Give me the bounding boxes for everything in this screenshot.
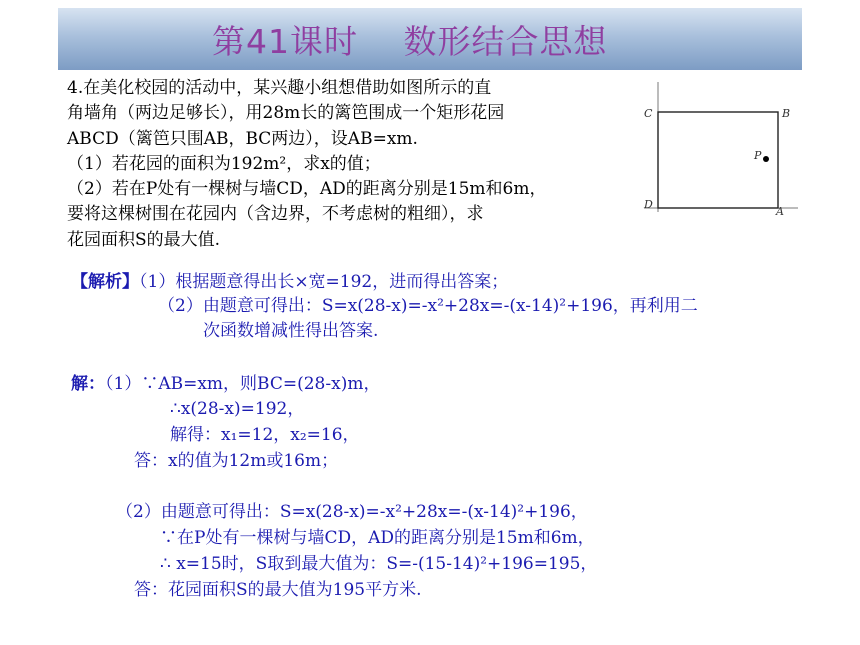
garden-figure (640, 72, 802, 218)
solution-part1-line3: 解得：x₁=12，x₂=16， (170, 425, 360, 445)
label-p: P (754, 149, 762, 162)
problem-text (67, 76, 627, 253)
solution-part2-line3: ∴ x=15时，S取到最大值为：S=-(15-14)²+196=195， (160, 554, 598, 574)
analysis-line-1 (71, 270, 508, 295)
label-c: C (644, 107, 653, 120)
problem-line: ABCD（篱笆只围AB，BC两边），设AB=xm. (67, 128, 418, 149)
label-b: B (782, 107, 791, 120)
problem-line: （1）若花园的面积为192m²，求x的值； (67, 153, 381, 174)
solution-part2-line4: 答：花园面积S的最大值为195平方米. (134, 580, 422, 600)
solution-part1-line1: 解：（1）∵AB=xm，则BC=(28-x)m， (71, 374, 381, 394)
solution-part1-line2: ∴x(28-x)=192， (170, 399, 305, 419)
solution-label: 解： (71, 374, 105, 394)
analysis-step-1: （1）根据题意得出长×宽=192，进而得出答案； (139, 272, 509, 292)
solution-part1-line4: 答：x的值为12m或16m； (134, 451, 339, 471)
point-p (763, 156, 769, 162)
problem-line: 要将这棵树围在花园内（含边界，不考虑树的粗细），求 (67, 204, 484, 225)
problem-line: 角墙角（两边足够长），用28m长的篱笆围成一个矩形花园 (67, 103, 505, 124)
label-d: D (644, 198, 653, 211)
analysis-heading: 【解析】 (71, 272, 139, 292)
analysis-step-2-cont: 次函数增减性得出答案. (203, 321, 379, 341)
problem-line: 花园面积S的最大值. (67, 229, 221, 250)
label-a: A (776, 205, 784, 218)
solution-part2-line2: ∵在P处有一棵树与墙CD，AD的距离分别是15m和6m， (160, 528, 595, 548)
problem-line: 4.在美化校园的活动中，某兴趣小组想借助如图所示的直 (67, 78, 492, 98)
solution-part2-line1: （2）由题意可得出：S=x(28-x)=-x²+28x=-(x-14)²+196， (116, 502, 588, 522)
problem-line: （2）若在P处有一棵树与墙CD，AD的距离分别是15m和6m， (67, 179, 547, 200)
analysis-step-2: （2）由题意可得出：S=x(28-x)=-x²+28x=-(x-14)²+196，再利用二 (158, 296, 698, 316)
slide-title: 第41课时 数形结合思想 (212, 22, 608, 61)
